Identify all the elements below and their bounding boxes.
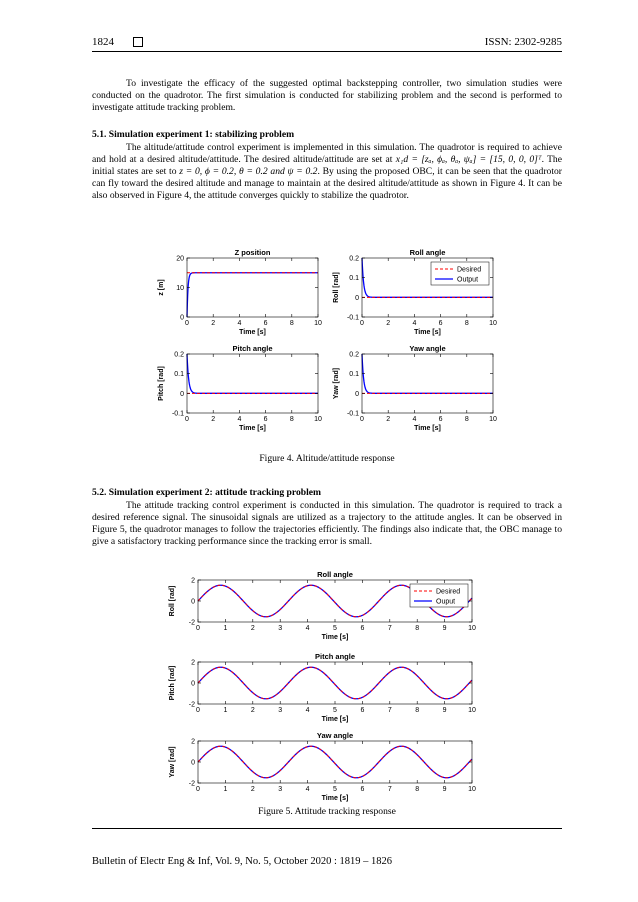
x-tick-label: 10 bbox=[468, 625, 476, 632]
x-tick-label: 8 bbox=[415, 625, 420, 632]
x-tick-label: 0 bbox=[360, 320, 364, 327]
figure-5-caption: Figure 5. Attitude tracking response bbox=[258, 806, 396, 817]
legend-desired-label: Desired bbox=[436, 588, 461, 596]
legend-output-label: Ouput bbox=[436, 598, 456, 606]
y-tick-label: 0.2 bbox=[174, 351, 184, 359]
x-tick-label: 5 bbox=[333, 786, 337, 793]
y-tick-label: 2 bbox=[191, 659, 195, 667]
y-tick-label: 20 bbox=[176, 255, 184, 263]
x-tick-label: 6 bbox=[360, 707, 365, 714]
x-tick-label: 2 bbox=[250, 707, 255, 714]
x-tick-label: 2 bbox=[211, 320, 216, 327]
section-5-1-heading: 5.1. Simulation experiment 1: stabilizing problem bbox=[92, 129, 295, 140]
x-tick-label: 0 bbox=[196, 625, 200, 632]
chart-3 bbox=[333, 344, 497, 432]
x-tick-label: 8 bbox=[464, 416, 469, 423]
x-tick-label: 2 bbox=[386, 320, 391, 327]
series-output-line bbox=[198, 667, 472, 699]
legend bbox=[410, 584, 468, 607]
x-tick-label: 8 bbox=[464, 320, 469, 327]
y-tick-label: 0 bbox=[191, 680, 195, 688]
y-tick-label: -0.1 bbox=[346, 314, 359, 322]
x-tick-label: 6 bbox=[438, 416, 443, 423]
figure-4 bbox=[140, 240, 510, 440]
chart-title: Roll angle bbox=[409, 248, 446, 257]
x-tick-label: 4 bbox=[237, 320, 242, 327]
x-tick-label: 10 bbox=[314, 320, 322, 327]
x-tick-label: 10 bbox=[314, 416, 322, 423]
plot-frame bbox=[198, 741, 472, 783]
y-tick-label: -2 bbox=[188, 701, 195, 709]
x-tick-label: 9 bbox=[442, 625, 447, 632]
x-tick-label: 10 bbox=[489, 320, 497, 327]
x-tick-label: 2 bbox=[386, 416, 391, 423]
series-desired-line bbox=[198, 746, 472, 778]
x-tick-label: 2 bbox=[250, 625, 255, 632]
y-tick-label: 0 bbox=[191, 598, 195, 606]
header-rule bbox=[92, 51, 562, 52]
y-axis-label: z [m] bbox=[158, 279, 165, 296]
footer-rule bbox=[92, 828, 562, 829]
chart-title: Pitch angle bbox=[314, 652, 356, 661]
x-tick-label: 5 bbox=[333, 625, 337, 632]
y-tick-label: 10 bbox=[176, 285, 184, 292]
x-tick-label: 7 bbox=[387, 786, 392, 793]
chart-6 bbox=[169, 731, 476, 802]
x-tick-label: 10 bbox=[489, 416, 497, 423]
y-tick-label: 0 bbox=[191, 759, 195, 767]
x-tick-label: 6 bbox=[263, 416, 268, 423]
footer-text: Bulletin of Electr Eng & Inf, Vol. 9, No. 5, October 2020 : 1819 – 1826 bbox=[92, 856, 392, 867]
x-tick-label: 0 bbox=[196, 786, 200, 793]
x-tick-label: 4 bbox=[412, 416, 417, 423]
series-output-line bbox=[187, 354, 318, 393]
intro-paragraph: To investigate the efficacy of the suggested optimal backstepping controller, two simulation studies were conducted on the quadrotor. The first simulation is conducted for stabilizing problem and the second is performed to investigate attitude tracking problem. bbox=[92, 78, 562, 114]
chart-title: Yaw angle bbox=[316, 731, 354, 740]
series-desired-line bbox=[198, 667, 472, 699]
y-tick-label: 0.1 bbox=[174, 371, 184, 379]
chart-title: Roll angle bbox=[317, 570, 353, 579]
chart-0 bbox=[158, 248, 322, 336]
x-tick-label: 2 bbox=[211, 416, 216, 423]
square-icon bbox=[133, 37, 143, 47]
chart-title: Z position bbox=[234, 248, 271, 257]
x-tick-label: 3 bbox=[278, 625, 283, 632]
y-tick-label: 0 bbox=[180, 390, 184, 398]
x-tick-label: 4 bbox=[305, 625, 310, 632]
chart-4 bbox=[169, 570, 476, 641]
chart-5 bbox=[169, 652, 476, 723]
y-axis-label: Pitch [rad] bbox=[169, 665, 176, 701]
x-tick-label: 0 bbox=[185, 320, 189, 327]
equation-initial: z = 0, ϕ = 0.2, θ = 0.2 and ψ = 0.2 bbox=[179, 166, 318, 178]
x-axis-label: Time [s] bbox=[414, 329, 441, 336]
y-axis-label: Roll [rad] bbox=[333, 272, 340, 303]
x-tick-label: 8 bbox=[415, 707, 420, 714]
y-tick-label: 0 bbox=[355, 294, 359, 302]
x-axis-label: Time [s] bbox=[321, 795, 349, 802]
x-tick-label: 3 bbox=[278, 786, 283, 793]
series-output-line bbox=[198, 746, 472, 778]
section-5-2-paragraph: The attitude tracking control experiment is conducted in this simulation. The quadrotor is required to track a desired reference signal. The sinusoidal signals are utilized as a trajectory to the attitude angles. It can be observed in Figure 5, the quadrotor manages to follow the trajectories efficiently. The findings also indicate that, the OBC manage to give a satisfactory tracking performance since the tracking error is small. bbox=[92, 500, 562, 548]
x-tick-label: 8 bbox=[289, 416, 294, 423]
y-axis-label: Roll [rad] bbox=[169, 585, 176, 617]
plot-frame bbox=[187, 354, 318, 413]
y-tick-label: 0.1 bbox=[349, 371, 359, 379]
x-axis-label: Time [s] bbox=[239, 425, 266, 432]
x-tick-label: 4 bbox=[412, 320, 417, 327]
y-tick-label: 2 bbox=[191, 738, 195, 746]
x-tick-label: 0 bbox=[360, 416, 364, 423]
y-tick-label: -0.1 bbox=[171, 410, 184, 418]
x-axis-label: Time [s] bbox=[321, 634, 349, 641]
plot-frame bbox=[198, 662, 472, 704]
x-tick-label: 2 bbox=[250, 786, 255, 793]
x-tick-label: 1 bbox=[223, 786, 228, 793]
y-axis-label: Pitch [rad] bbox=[158, 366, 165, 401]
x-tick-label: 4 bbox=[305, 707, 310, 714]
x-tick-label: 6 bbox=[438, 320, 443, 327]
series-output-line bbox=[187, 273, 318, 317]
page-number: 1824 bbox=[92, 36, 114, 48]
x-tick-label: 4 bbox=[237, 416, 242, 423]
x-tick-label: 4 bbox=[305, 786, 310, 793]
x-tick-label: 3 bbox=[278, 707, 283, 714]
y-tick-label: -0.1 bbox=[346, 410, 359, 418]
x-axis-label: Time [s] bbox=[414, 425, 441, 432]
figure-4-caption: Figure 4. Altitude/attitude response bbox=[259, 453, 395, 464]
x-tick-label: 10 bbox=[468, 786, 476, 793]
y-tick-label: 2 bbox=[191, 577, 195, 585]
figure-5 bbox=[165, 565, 495, 802]
legend bbox=[431, 262, 489, 285]
y-tick-label: 0 bbox=[180, 314, 184, 322]
x-tick-label: 7 bbox=[387, 707, 392, 714]
y-tick-label: 0.1 bbox=[349, 275, 359, 283]
x-tick-label: 9 bbox=[442, 786, 447, 793]
x-axis-label: Time [s] bbox=[321, 716, 349, 723]
x-tick-label: 9 bbox=[442, 707, 447, 714]
y-tick-label: 0.2 bbox=[349, 255, 359, 263]
y-tick-label: -2 bbox=[188, 619, 195, 627]
legend-output-label: Output bbox=[457, 276, 479, 284]
plot-frame bbox=[187, 258, 318, 317]
x-tick-label: 0 bbox=[185, 416, 189, 423]
chart-title: Yaw angle bbox=[409, 344, 446, 353]
legend-desired-label: Desired bbox=[457, 266, 482, 274]
x-tick-label: 8 bbox=[415, 786, 420, 793]
x-tick-label: 6 bbox=[360, 625, 365, 632]
x-tick-label: 1 bbox=[223, 625, 228, 632]
x-tick-label: 10 bbox=[468, 707, 476, 714]
chart-2 bbox=[158, 344, 322, 432]
issn: ISSN: 2302-9285 bbox=[484, 36, 562, 48]
y-axis-label: Yaw [rad] bbox=[169, 746, 176, 778]
y-tick-label: -2 bbox=[188, 780, 195, 788]
series-output-line bbox=[362, 354, 493, 393]
x-tick-label: 5 bbox=[333, 707, 337, 714]
x-tick-label: 6 bbox=[263, 320, 268, 327]
section-5-1-paragraph: The altitude/attitude control experiment is implemented in this simulation. The quadrotor is required to achieve and hold at a desired altitude/attitude. The desired altitude/attitude are set at x₁d = [zₐ, ϕₐ, θₐ, ψₐ] = [15, 0, 0, 0]ᵀ. The initial states are set to z = 0, ϕ = 0.2, θ = 0.2 and ψ = 0.2. By using the proposed OBC, it can be seen that the quadrotor can fly toward the desired altitude and manage to maintain at the desired altitude/attitude as shown in Figure 4. It can be also observed in Figure 4, the attitude converges quickly to stabilize the quadrotor. bbox=[92, 142, 562, 202]
y-tick-label: 0 bbox=[355, 390, 359, 398]
x-axis-label: Time [s] bbox=[239, 329, 266, 336]
x-tick-label: 0 bbox=[196, 707, 200, 714]
x-tick-label: 8 bbox=[289, 320, 294, 327]
page-header bbox=[92, 36, 562, 50]
chart-1 bbox=[333, 248, 497, 336]
section-5-2-heading: 5.2. Simulation experiment 2: attitude tracking problem bbox=[92, 487, 321, 498]
y-tick-label: 0.2 bbox=[349, 351, 359, 359]
x-tick-label: 6 bbox=[360, 786, 365, 793]
chart-title: Pitch angle bbox=[232, 344, 273, 353]
x-tick-label: 1 bbox=[223, 707, 228, 714]
equation-desired: x₁d = [zₐ, ϕₐ, θₐ, ψₐ] = [15, 0, 0, 0]ᵀ bbox=[395, 154, 542, 166]
plot-frame bbox=[362, 354, 493, 413]
x-tick-label: 7 bbox=[387, 625, 392, 632]
y-axis-label: Yaw [rad] bbox=[333, 367, 340, 400]
